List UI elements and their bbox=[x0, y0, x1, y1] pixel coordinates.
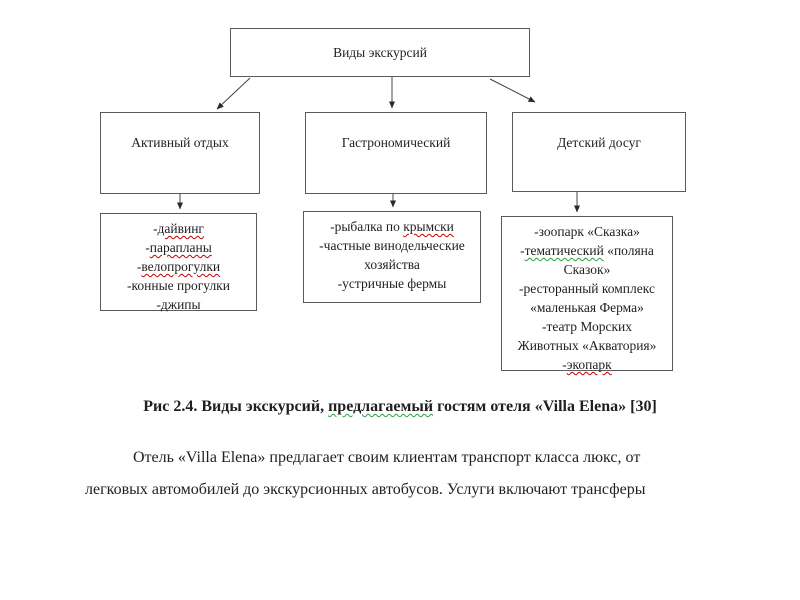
detail-line bbox=[502, 222, 672, 241]
text-segment: - bbox=[136, 259, 142, 274]
spellcheck-underlined-text: экопарк bbox=[566, 357, 612, 372]
text-segment: - bbox=[153, 221, 158, 236]
detail-line bbox=[304, 255, 480, 274]
text-segment: Животных «Акватория» bbox=[517, 338, 657, 353]
branch-box-gastronomic bbox=[305, 112, 487, 194]
branch-box-active-rest bbox=[100, 112, 260, 194]
detail-line bbox=[304, 274, 480, 293]
text-segment: Рис 2.4. Виды экскурсий, bbox=[143, 398, 329, 415]
detail-line bbox=[502, 336, 672, 355]
text-segment: хозяйства bbox=[364, 257, 420, 272]
detail-line bbox=[502, 260, 672, 279]
text-segment: -зоопарк «Сказка» bbox=[534, 224, 640, 239]
branch-title: Активный отдых bbox=[131, 135, 229, 150]
detail-line bbox=[101, 257, 256, 276]
branch-box-kids-leisure bbox=[512, 112, 686, 192]
diagram-root-label: Виды экскурсий bbox=[333, 44, 427, 60]
text-segment: -рыбалка по bbox=[330, 219, 404, 234]
detail-line bbox=[101, 295, 256, 314]
text-segment: -устричные фермы bbox=[337, 276, 447, 291]
spellcheck-underlined-text: крымски bbox=[403, 219, 454, 234]
diagram-root-box bbox=[230, 28, 530, 77]
detail-line bbox=[502, 355, 672, 374]
detail-line bbox=[304, 236, 480, 255]
spellcheck-underlined-text: дайвинг bbox=[157, 221, 204, 236]
text-segment: - bbox=[520, 243, 525, 258]
text-segment: «поляна bbox=[603, 243, 654, 258]
detail-line bbox=[502, 279, 672, 298]
text-segment: -ресторанный комплекс bbox=[519, 281, 655, 296]
detail-line bbox=[502, 241, 672, 260]
paragraph-line: Отель «Villa Elena» предлагает своим клиентам транспорт класса люкс, от bbox=[133, 449, 641, 466]
detail-line bbox=[101, 219, 256, 238]
paragraph-line: легковых автомобилей до экскурсионных автобусов. Услуги включают трансферы bbox=[85, 481, 646, 498]
detail-box-gastronomic bbox=[303, 211, 481, 303]
detail-line bbox=[101, 238, 256, 257]
grammar-underlined-text: тематический bbox=[524, 243, 604, 258]
text-segment: - bbox=[562, 357, 567, 372]
figure-caption bbox=[0, 398, 800, 416]
detail-line bbox=[304, 217, 480, 236]
text-segment: -конные прогулки bbox=[127, 278, 230, 293]
spellcheck-underlined-text: парапланы bbox=[149, 240, 212, 255]
spellcheck-underlined-text: велопрогулки bbox=[141, 259, 221, 274]
detail-line bbox=[502, 317, 672, 336]
detail-line bbox=[101, 276, 256, 295]
text-segment: -джипы bbox=[156, 297, 201, 312]
text-segment: -частные винодельческие bbox=[319, 238, 465, 253]
text-segment: - bbox=[145, 240, 150, 255]
text-segment: «маленькая Ферма» bbox=[530, 300, 644, 315]
text-segment: -театр Морских bbox=[541, 319, 633, 334]
body-paragraph bbox=[85, 442, 712, 506]
detail-line bbox=[502, 298, 672, 317]
grammar-underlined-text: предлагаемый bbox=[328, 398, 434, 415]
branch-title: Гастрономический bbox=[341, 135, 451, 150]
detail-box-active-rest bbox=[100, 213, 257, 311]
text-segment: гостям отеля «Villa Elena» [30] bbox=[433, 398, 657, 415]
branch-title: Детский досуг bbox=[557, 135, 641, 150]
text-segment: Сказок» bbox=[563, 262, 611, 277]
detail-box-kids-leisure bbox=[501, 216, 673, 371]
